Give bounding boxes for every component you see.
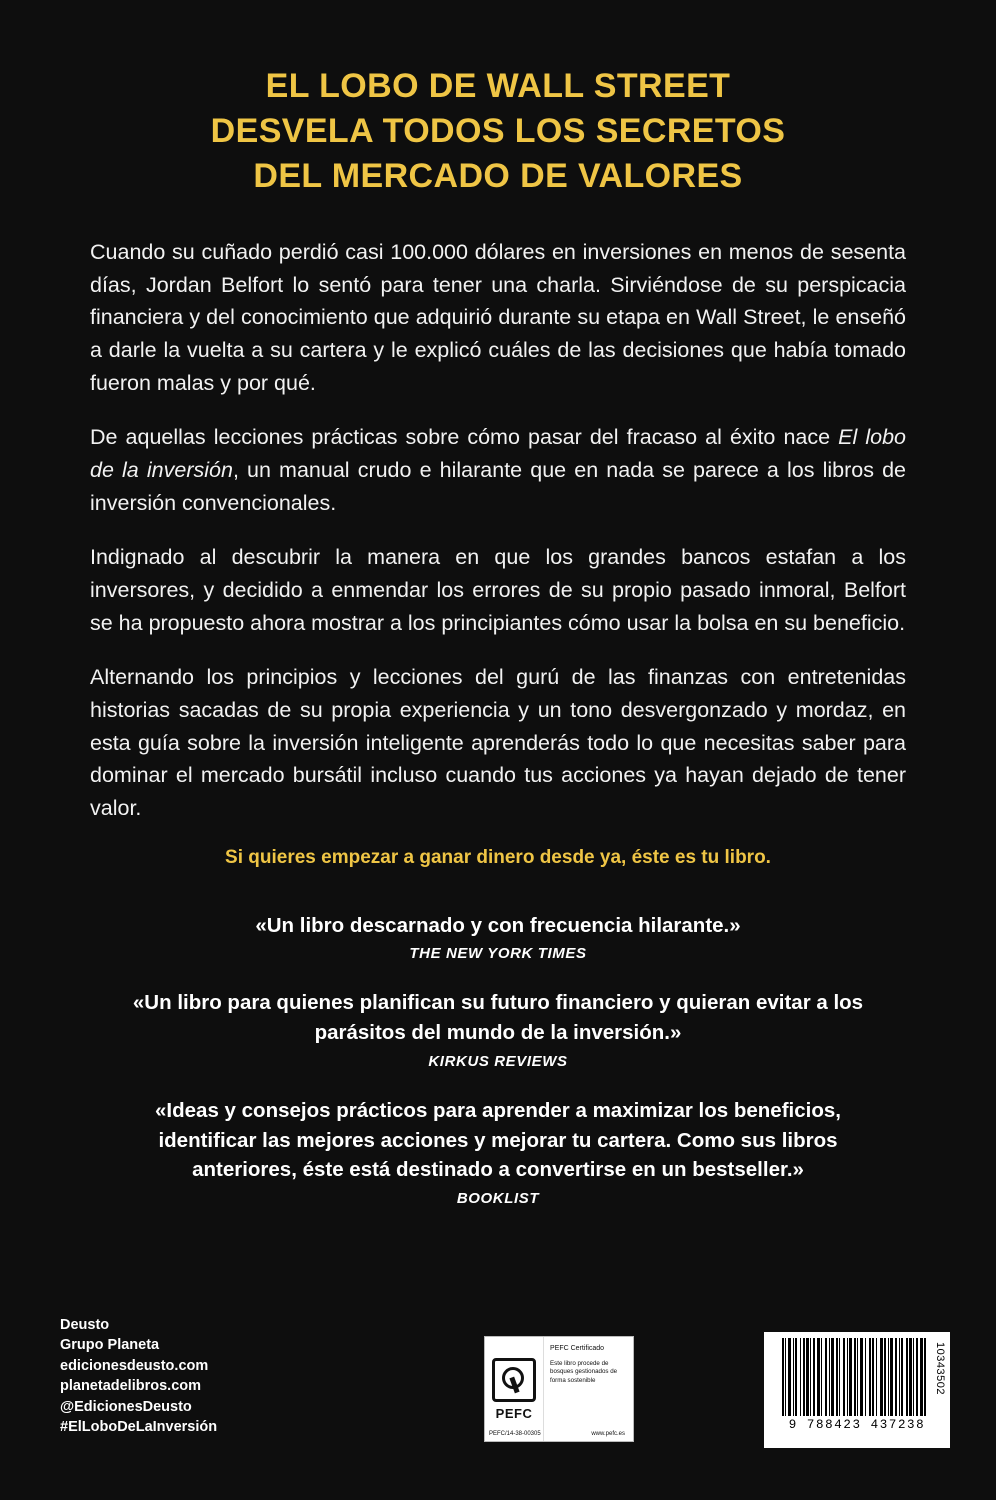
isbn-barcode <box>764 1332 950 1448</box>
headline-line-1: EL LOBO DE WALL STREET <box>265 67 731 105</box>
pefc-certification-label <box>484 1336 634 1442</box>
pefc-description: Este libro procede de bosques gestionados de forma sostenible <box>550 1359 618 1385</box>
press-quote <box>90 1096 906 1207</box>
blurb-paragraph-2 <box>90 421 906 519</box>
pefc-title: PEFC Certificado <box>550 1345 605 1352</box>
barcode-side-code: 10343502 <box>934 1342 946 1395</box>
press-quote-source: THE NEW YORK TIMES <box>409 945 587 963</box>
imprint-social-handle[interactable]: @EdicionesDeusto <box>60 1398 192 1415</box>
book-title-italic: El lobo de la inversión <box>90 425 906 483</box>
pefc-text-block <box>544 1337 633 1441</box>
pefc-url[interactable]: www.pefc.es <box>591 1431 625 1437</box>
press-quote <box>90 988 906 1069</box>
imprint-hashtag[interactable]: #ElLoboDeLaInversión <box>60 1419 218 1436</box>
barcode-bars <box>782 1338 942 1416</box>
press-quote-source: BOOKLIST <box>456 1190 540 1208</box>
press-quote <box>90 911 906 963</box>
press-quote-text: «Un libro descarnado y con frecuencia hilarante.» <box>255 913 741 937</box>
blurb-paragraph-2-before: De aquellas lecciones prácticas sobre cómo pasar del fracaso al éxito nace <box>90 425 839 450</box>
blurb-body <box>90 236 906 1233</box>
imprint-name: Deusto <box>60 1316 110 1333</box>
pefc-code: PEFC/14-38-00305 <box>489 1431 541 1437</box>
blurb-paragraph-1: Cuando su cuñado perdió casi 100.000 dólares en inversiones en menos de sesenta días, Jordan Belfort lo sentó para tener una charla. Sirviéndose de su perspicacia financiera y del conocimiento que adquirió durante su etapa en Wall Street, le enseñó a darle la vuelta a su cartera y le explicó cuáles de las decisiones que había tomado fueron malas y por qué. <box>90 240 906 395</box>
isbn-number: 9 788423 437238 <box>788 1418 926 1432</box>
tagline: Si quieres empezar a ganar dinero desde ya, éste es tu libro. <box>225 846 771 868</box>
pefc-logo-block <box>485 1337 544 1441</box>
blurb-paragraph-2-after: , un manual crudo e hilarante que en nada se parece a los libros de inversión convencionales. <box>90 458 906 515</box>
headline-line-2: DESVELA TODOS LOS SECRETOS <box>210 112 786 151</box>
pefc-wordmark: PEFC <box>495 1405 533 1421</box>
page-title <box>0 64 996 200</box>
blurb-paragraph-3: Indignado al descubrir la manera en que los grandes bancos estafan a los inversores, y decidido a enmendar los errores de su propio pasado inmoral, Belfort se ha propuesto ahora mostrar a los principiantes cómo usar la bolsa en su beneficio. <box>90 545 906 635</box>
publisher-imprint <box>60 1315 217 1438</box>
imprint-group: Grupo Planeta <box>60 1337 160 1354</box>
blurb-paragraph-4: Alternando los principios y lecciones del gurú de las finanzas con entretenidas historias sacadas de su propia experiencia y un tono desvergonzado y mordaz, en esta guía sobre la inversión inteligente aprenderás todo lo que necesitas saber para dominar el mercado bursátil incluso cuando tus acciones ya hayan dejado de tener valor. <box>90 665 906 821</box>
headline-line-3: DEL MERCADO DE VALORES <box>253 157 743 196</box>
imprint-website-2[interactable]: planetadelibros.com <box>60 1378 202 1395</box>
press-quote-source: KIRKUS REVIEWS <box>428 1052 568 1070</box>
press-quote-text: «Ideas y consejos prácticos para aprender a maximizar los beneficios, identificar las mejores acciones y mejorar tu cartera. Como sus libros anteriores, éste está destinado a convertirse en un bestseller.» <box>155 1098 841 1182</box>
imprint-website-1[interactable]: edicionesdeusto.com <box>60 1357 209 1374</box>
pefc-tree-icon <box>492 1358 536 1402</box>
press-quote-text: «Un libro para quienes planifican su futuro financiero y quieran evitar a los parásitos del mundo de la inversión.» <box>132 991 864 1045</box>
press-quotes <box>90 911 906 1207</box>
